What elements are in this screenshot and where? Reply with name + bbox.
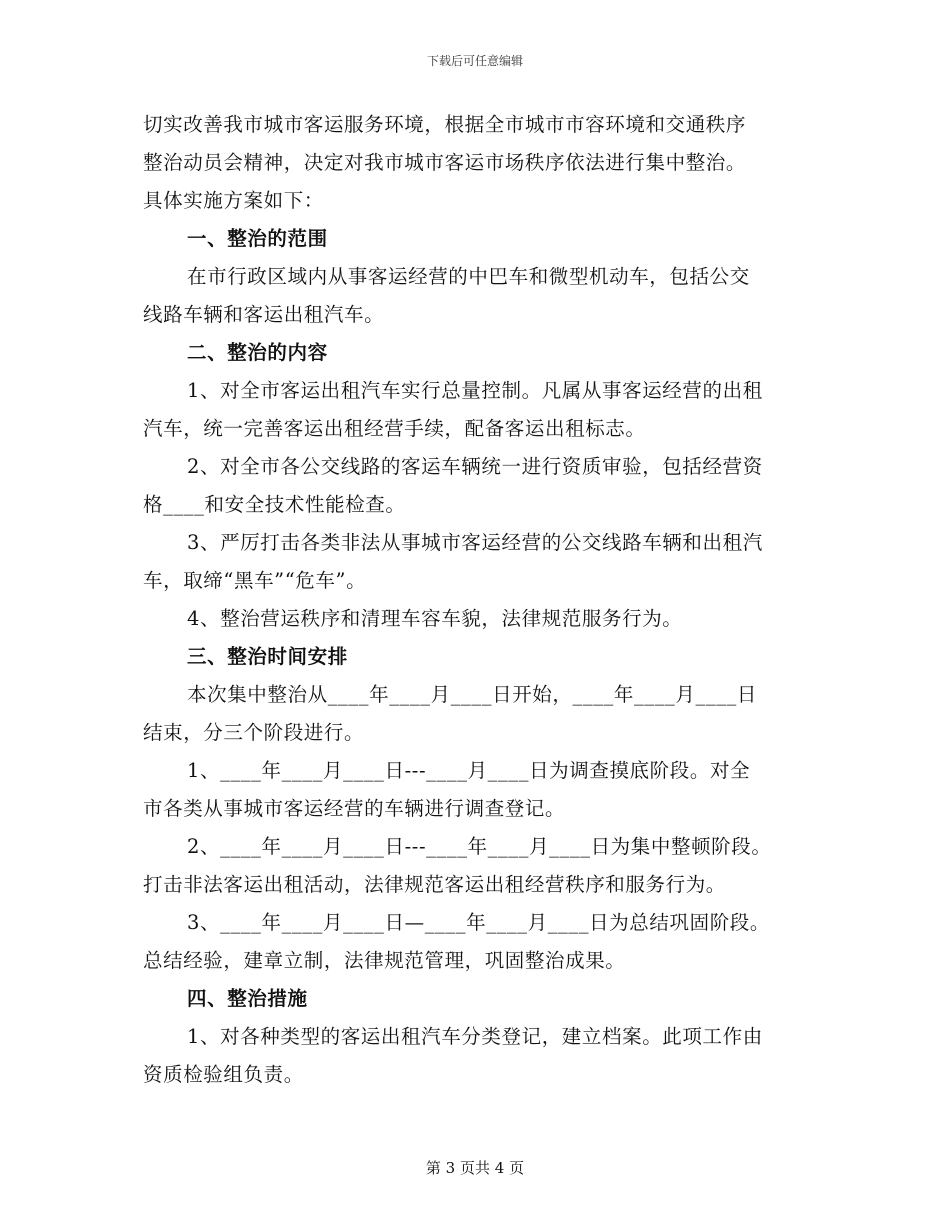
document-body xyxy=(143,106,813,1094)
paragraph-line: 切实改善我市城市客运服务环境，根据全市城市市容环境和交通秩序 xyxy=(143,113,747,136)
paragraph-line: 车，取缔“黑车”“危车”。 xyxy=(143,569,367,592)
paragraph-line: 打击非法客运出租活动，法律规范客运出租经营秩序和服务行为。 xyxy=(143,873,726,896)
list-item: 4、整治营运秩序和清理车容车貌，法律规范服务行为。 xyxy=(187,607,683,630)
paragraph-line: 资质检验组负责。 xyxy=(143,1063,304,1086)
list-item: 1、对全市客运出租汽车实行总量控制。凡属从事客运经营的出租 xyxy=(187,379,763,402)
list-item: 2、对全市各公交线路的客运车辆统一进行资质审验，包括经营资 xyxy=(187,455,763,478)
list-item: 3、____年____月____日—____年____月____日为总结巩固阶段。 xyxy=(187,911,771,934)
paragraph-line: 线路车辆和客运出租汽车。 xyxy=(143,303,385,326)
paragraph-line: 市各类从事城市客运经营的车辆进行调查登记。 xyxy=(143,797,566,820)
paragraph-line: 总结经验，建章立制，法律规范管理，巩固整治成果。 xyxy=(143,949,626,972)
list-item: 1、对各种类型的客运出租汽车分类登记，建立档案。此项工作由 xyxy=(187,1025,763,1048)
section-heading-scope: 一、整治的范围 xyxy=(187,227,328,250)
section-heading-measures: 四、整治措施 xyxy=(187,987,308,1010)
paragraph-line: 本次集中整治从____年____月____日开始，____年____月____日 xyxy=(187,683,757,706)
paragraph-line: 在市行政区域内从事客运经营的中巴车和微型机动车，包括公交 xyxy=(187,265,750,288)
section-heading-content: 二、整治的内容 xyxy=(187,341,328,364)
paragraph-line: 结束，分三个阶段进行。 xyxy=(143,721,365,744)
list-item: 2、____年____月____日---____年____月____日为集中整顿阶段。 xyxy=(187,835,772,858)
paragraph-line: 格____和安全技术性能检查。 xyxy=(143,493,406,516)
page-footer-number: 第 3 页共 4 页 xyxy=(425,1159,525,1177)
list-item: 3、严厉打击各类非法从事城市客运经营的公交线路车辆和出租汽 xyxy=(187,531,763,554)
list-item: 1、____年____月____日---____月____日为调查摸底阶段。对全 xyxy=(187,759,751,782)
paragraph-line: 具体实施方案如下： xyxy=(143,189,324,212)
section-heading-schedule: 三、整治时间安排 xyxy=(187,645,348,668)
page-header-note: 下载后可任意编辑 xyxy=(426,54,523,68)
paragraph-line: 整治动员会精神，决定对我市城市客运市场秩序依法进行集中整治。 xyxy=(143,151,747,174)
paragraph-line: 汽车，统一完善客运出租经营手续，配备客运出租标志。 xyxy=(143,417,646,440)
